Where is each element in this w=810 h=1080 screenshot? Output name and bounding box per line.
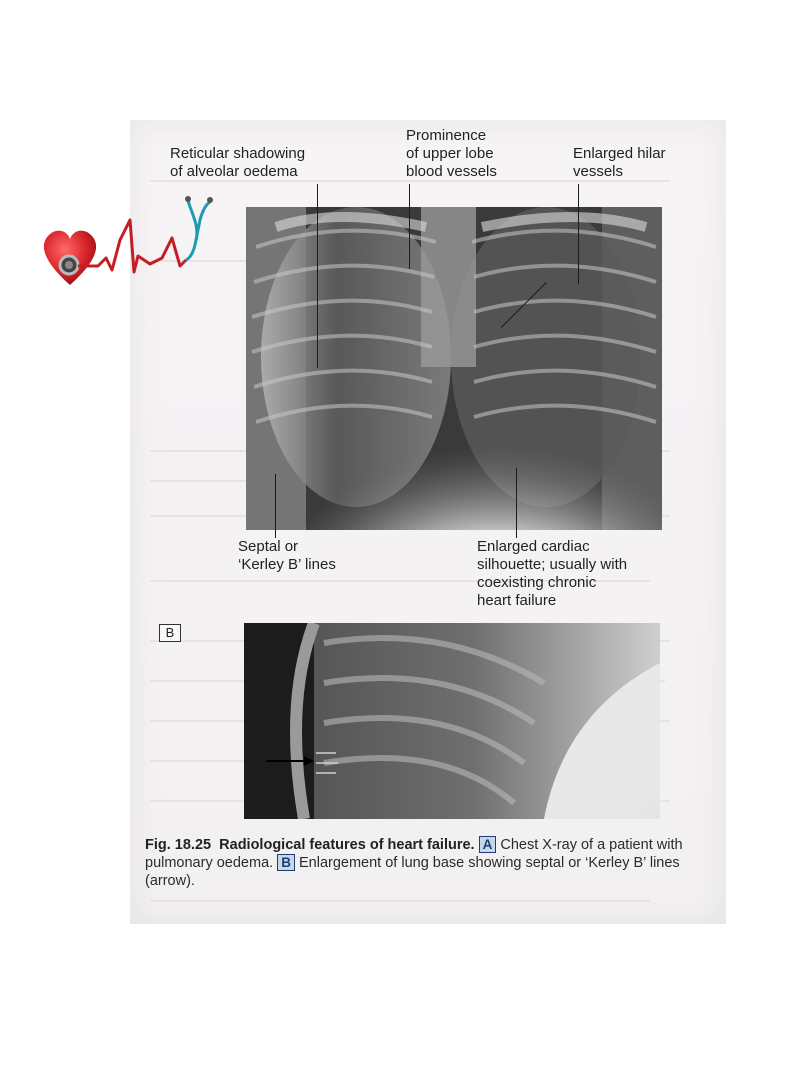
leader-line-reticular bbox=[317, 184, 318, 368]
label-enlarged-hilar-vessels: Enlarged hilar vessels bbox=[573, 145, 666, 180]
leader-line-prominence bbox=[409, 184, 410, 269]
leader-line-cardiac bbox=[516, 468, 517, 538]
chest-xray-image bbox=[246, 207, 662, 530]
leader-line-hilar-vertical bbox=[578, 184, 579, 284]
caption-text-a: Chest X-ray of a patient with pulmonary oedema. bbox=[145, 837, 683, 871]
leader-line-kerley bbox=[275, 474, 276, 538]
label-upper-lobe-prominence: Prominence of upper lobe blood vessels bbox=[406, 127, 497, 180]
caption-text-b: Enlargement of lung base showing septal or ‘Kerley B’ lines (arrow). bbox=[145, 855, 680, 889]
figure-caption bbox=[145, 836, 705, 890]
label-kerley-b-lines: Septal or ‘Kerley B’ lines bbox=[238, 538, 336, 573]
caption-box-a: A bbox=[479, 836, 497, 853]
figure-title: Radiological features of heart failure. bbox=[219, 837, 475, 853]
caption-box-b: B bbox=[277, 854, 295, 871]
label-reticular-shadowing: Reticular shadowing of alveolar oedema bbox=[170, 145, 306, 180]
figure-number: Fig. 18.25 bbox=[145, 837, 212, 853]
panel-b-label: B bbox=[159, 624, 181, 642]
lung-base-xray-image bbox=[244, 623, 660, 819]
heart-stethoscope-icon bbox=[40, 190, 230, 290]
label-enlarged-cardiac-silhouette: Enlarged cardiac silhouette; usually with coexisting chronic heart failure bbox=[477, 538, 628, 609]
